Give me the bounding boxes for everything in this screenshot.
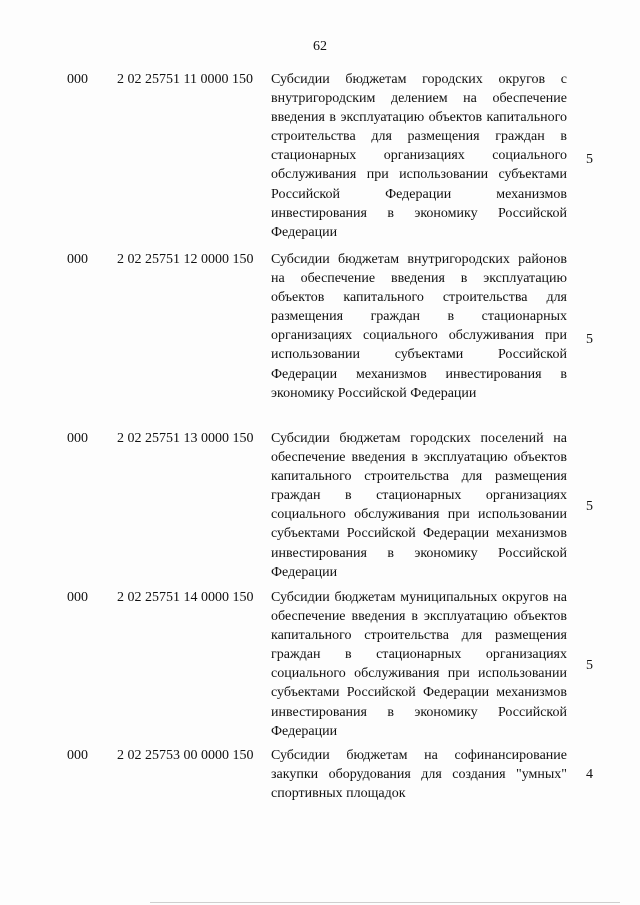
- income-name: Субсидии бюджетам муниципальных округов на обеспечение введения в эксплуатацию объектов капитального строительства для размещения граждан в стационарных организациях социального обслуживания при использовании субъектами Российской Федерации механизмов инвестирования в экономику Российской Федерации: [271, 590, 567, 739]
- income-name: Субсидии бюджетам городских поселений на обеспечение введения в эксплуатацию объектов капитального строительства для размещения граждан в стационарных организациях социального обслуживания при использовании субъектами Российской Федерации механизмов инвестирования в экономику Российской Федерации: [271, 431, 567, 580]
- percent-value: 5: [586, 152, 593, 167]
- admin-code: 000: [67, 748, 88, 763]
- income-name: Субсидии бюджетам внутригородских районов на обеспечение введения в эксплуатацию объектов капитального строительства для размещения граждан в стационарных организациях социального обслуживания при использовании субъектами Российской Федерации механизмов инвестирования в экономику Российской Федерации: [271, 252, 567, 401]
- percent-value: 4: [586, 767, 593, 782]
- admin-code: 000: [67, 252, 88, 267]
- page-number: 62: [313, 39, 327, 54]
- percent-value: 5: [586, 499, 593, 514]
- income-name: Субсидии бюджетам на софинансирование закупки оборудования для создания "умных" спортивных площадок: [271, 748, 567, 802]
- bottom-edge-line: [150, 902, 620, 903]
- budget-code: 2 02 25753 00 0000 150: [117, 748, 254, 763]
- budget-code: 2 02 25751 12 0000 150: [117, 252, 254, 267]
- admin-code: 000: [67, 72, 88, 87]
- percent-value: 5: [586, 332, 593, 347]
- admin-code: 000: [67, 431, 88, 446]
- budget-code: 2 02 25751 13 0000 150: [117, 431, 254, 446]
- admin-code: 000: [67, 590, 88, 605]
- percent-value: 5: [586, 658, 593, 673]
- budget-code: 2 02 25751 11 0000 150: [117, 72, 253, 87]
- budget-code: 2 02 25751 14 0000 150: [117, 590, 254, 605]
- income-name: Субсидии бюджетам городских округов с внутригородским делением на обеспечение введения в эксплуатацию объектов капитального строительства для размещения граждан в стационарных организациях социального обслуживания при использовании субъектами Российской Федерации механизмов инвестирования в экономику Российской Федерации: [271, 72, 567, 240]
